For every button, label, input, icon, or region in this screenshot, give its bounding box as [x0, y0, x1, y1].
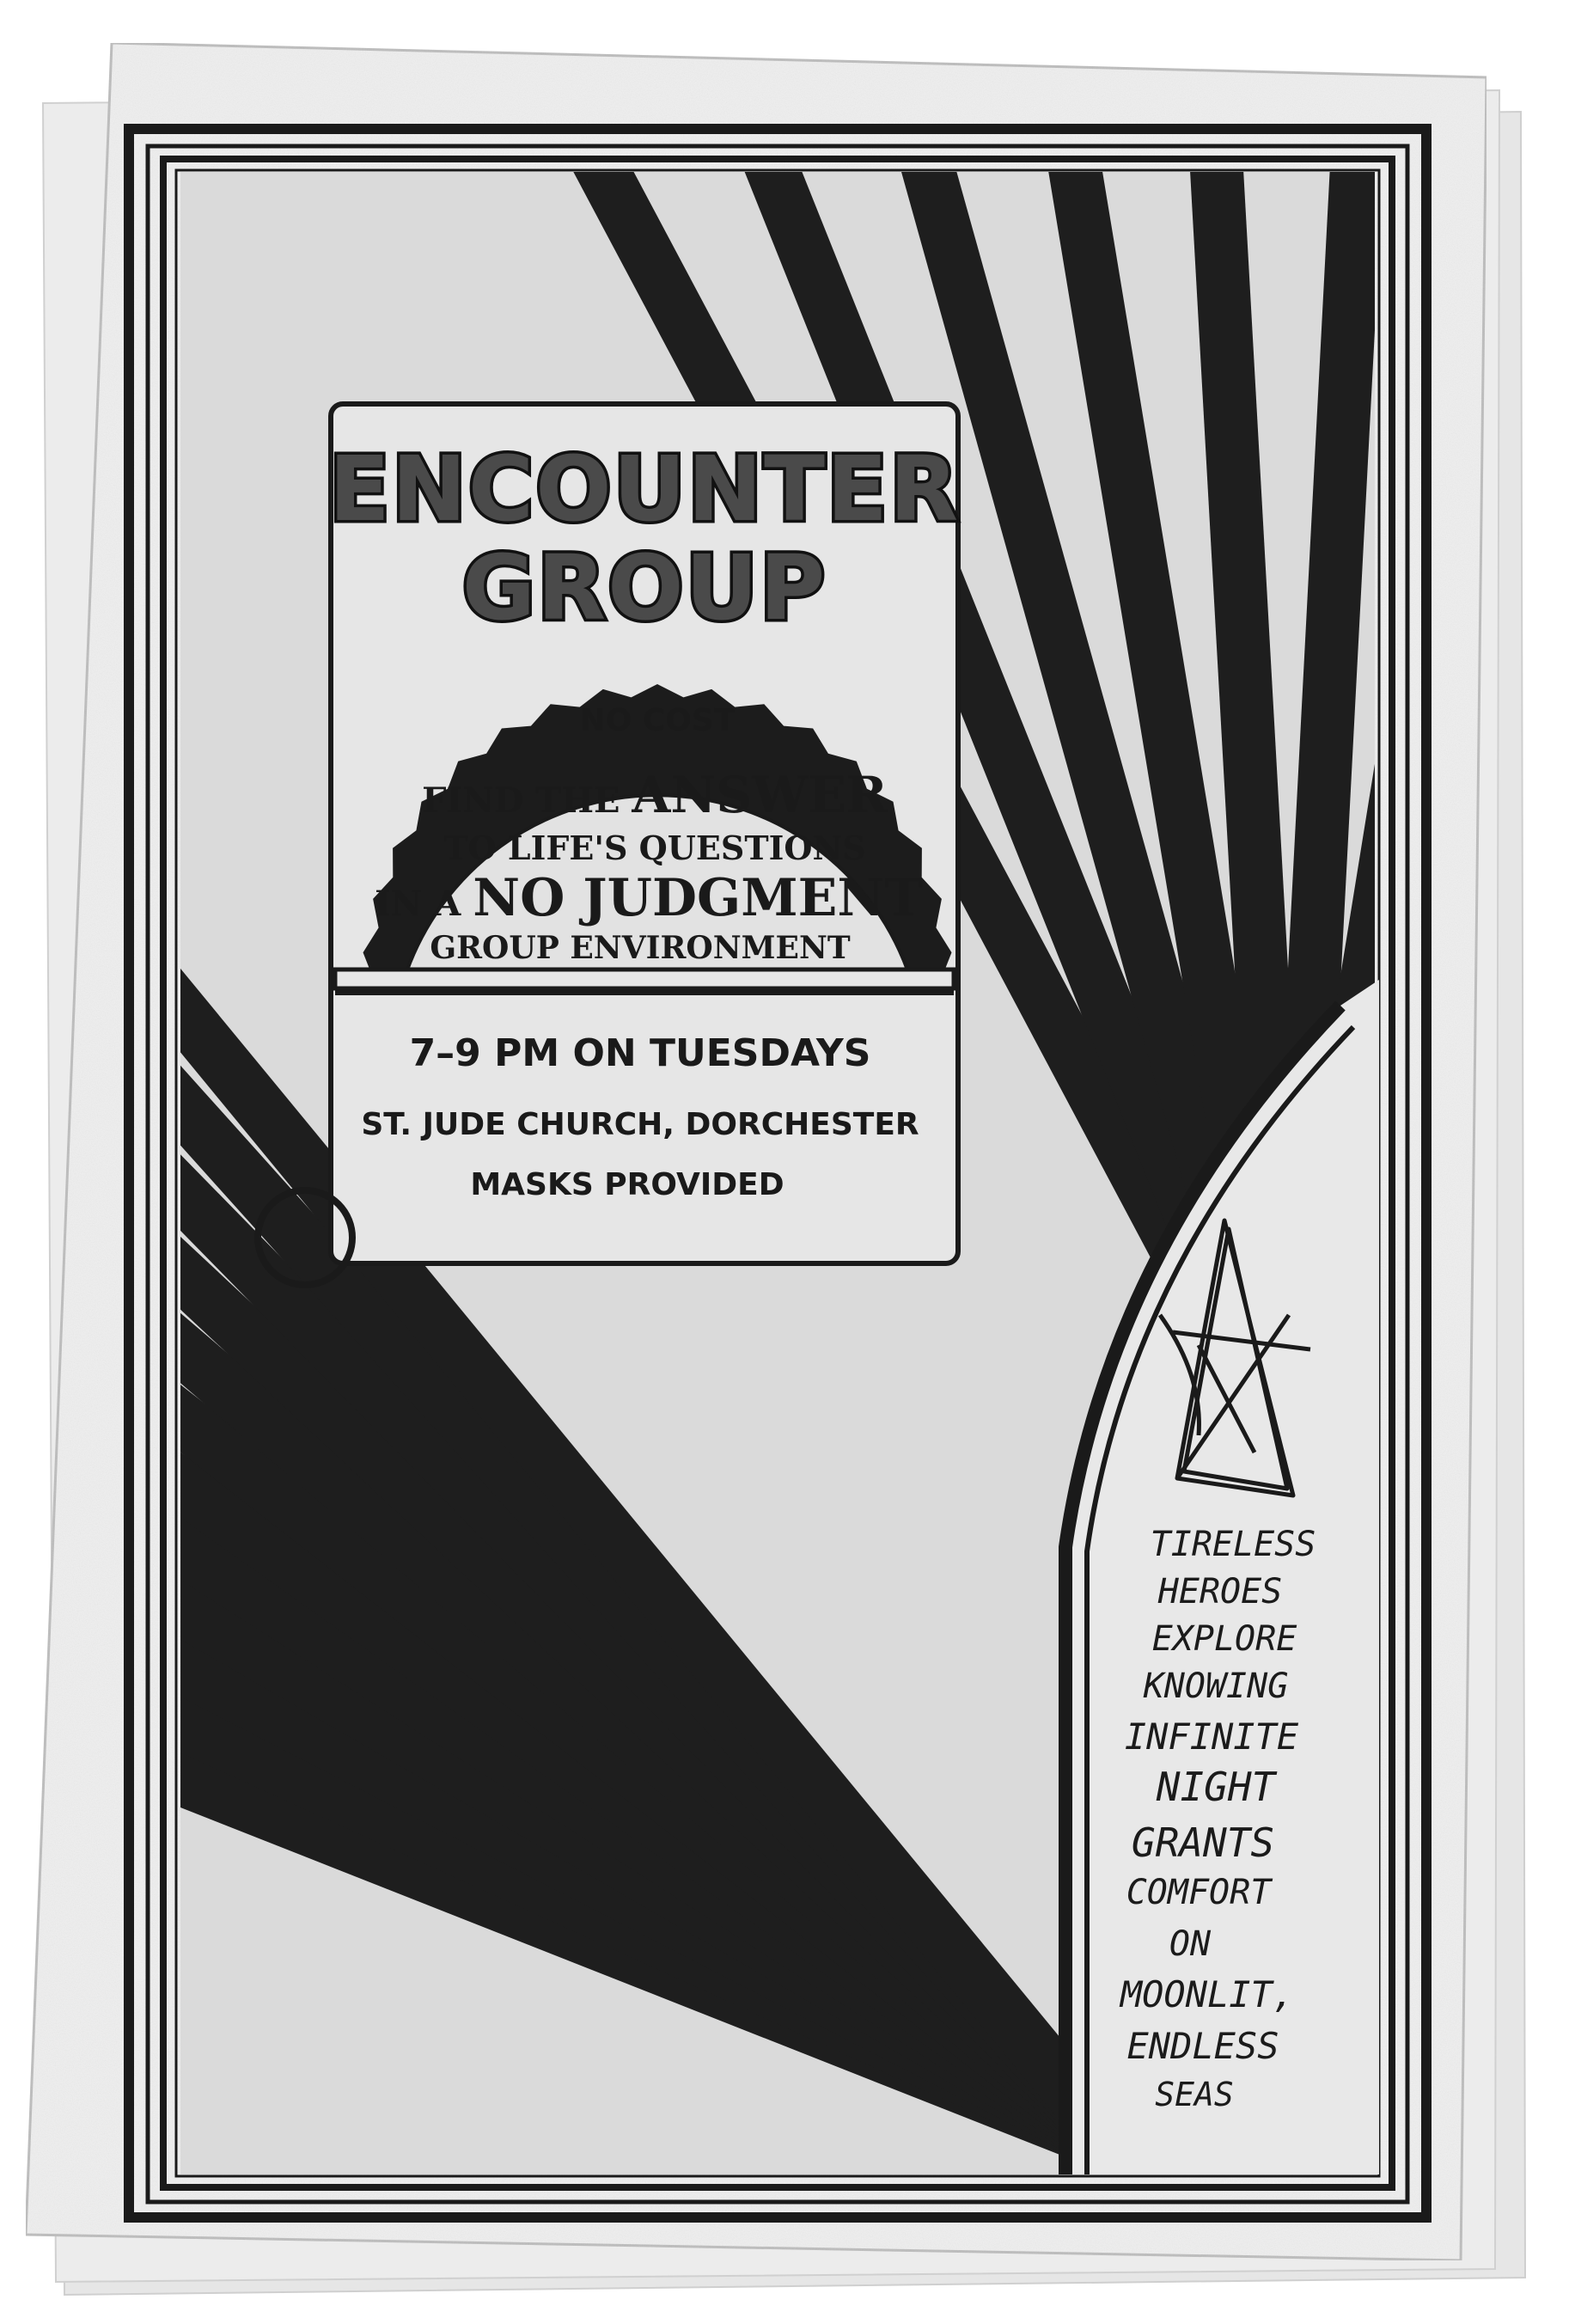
badge-line1-a: FIND THE	[422, 780, 632, 821]
poem-line-6: NIGHT	[1156, 1764, 1276, 1810]
poem-line-1: TIRELESS	[1150, 1525, 1316, 1564]
badge-line2: TO LIFE'S QUESTIONS	[443, 829, 866, 867]
badge-line1-b: ANSWER	[632, 766, 888, 824]
poem-line-2: HEROES	[1157, 1572, 1283, 1612]
badge-line4: GROUP ENVIRONMENT	[430, 930, 851, 966]
poem-line-5: INFINITE	[1124, 1715, 1299, 1758]
meeting-location: ST. JUDE CHURCH, DORCHESTER	[361, 1107, 919, 1142]
poem-line-4: KNOWING	[1143, 1667, 1289, 1706]
poem-line-11: ENDLESS	[1126, 2025, 1279, 2067]
badge-line3-b: NO JUDGMENT	[473, 868, 923, 928]
title-line1: ENCOUNTER	[328, 437, 961, 541]
notice-card	[329, 404, 960, 1263]
title-line2: GROUP	[461, 535, 827, 640]
poem-line-8: COMFORT	[1126, 1873, 1272, 1912]
poem-line-12: SEAS	[1155, 2076, 1234, 2113]
cost-label: NO COST	[579, 703, 736, 738]
meeting-note: MASKS PROVIDED	[470, 1167, 784, 1202]
meeting-time: 7–9 PM ON TUESDAYS	[409, 1031, 871, 1075]
poem-line-7: GRANTS	[1131, 1819, 1275, 1866]
poem-line-10: MOONLIT,	[1120, 1973, 1295, 2015]
poem-line-9: ON	[1169, 1924, 1212, 1964]
badge-line3-a: IN A	[375, 884, 473, 924]
poem-line-3: EXPLORE	[1151, 1619, 1297, 1659]
